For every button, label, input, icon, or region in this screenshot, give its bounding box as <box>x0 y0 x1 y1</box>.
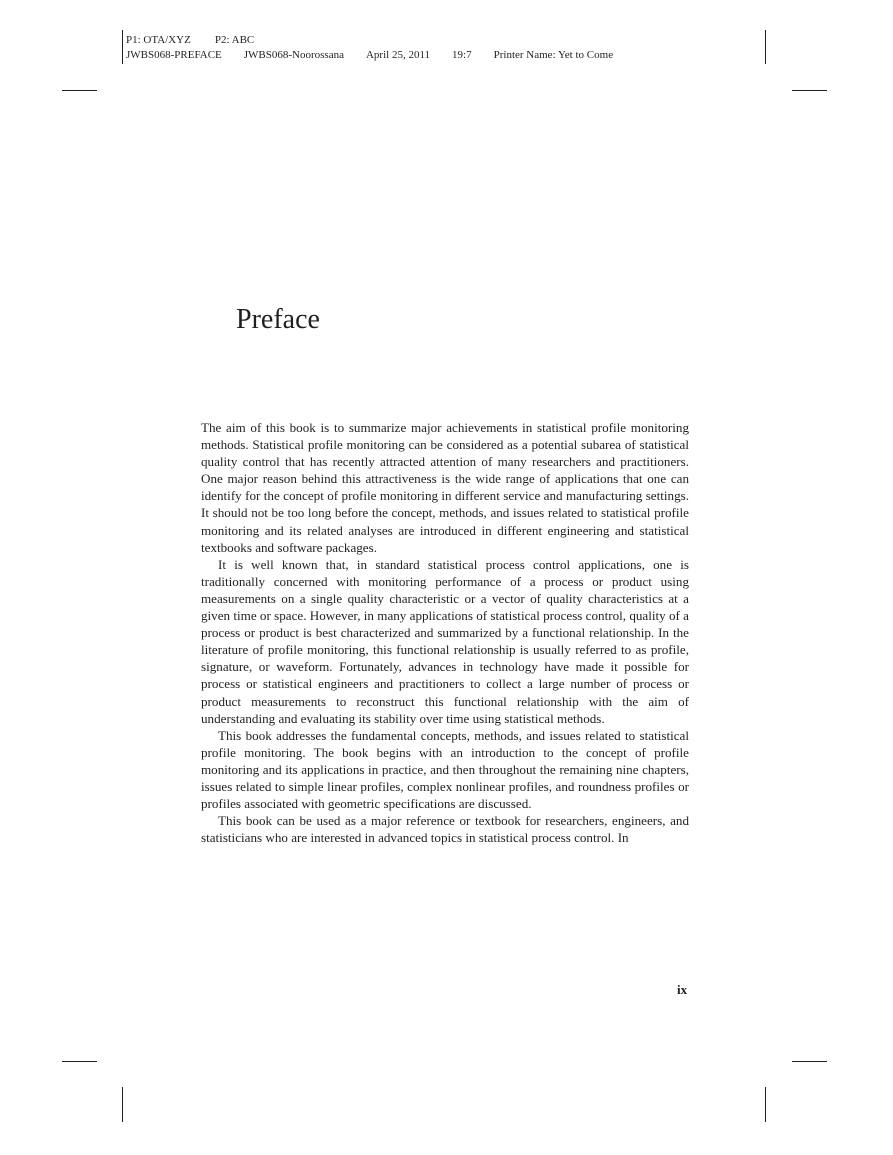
page-number: ix <box>677 982 688 997</box>
header-author-id: JWBS068-Noorossana <box>243 49 344 61</box>
printer-header-line-2 <box>126 49 613 62</box>
crop-mark-top-left-horizontal <box>62 90 97 91</box>
header-file-id: JWBS068-PREFACE <box>126 49 222 61</box>
paragraph: It is well known that, in standard statistical process control applications, one is traditionally concerned with monitoring performance of a process or product using measurements on a single quality characteristic or a vector of quality characteristics at a given time or space. However, in many applications of statistical process control, quality of a process or product is best characterized and summarized by a functional relationship. In the literature of profile monitoring, this functional relationship is usually referred to as profile, signature, or waveform. Fortunately, advances in technology have made it possible for process or statistical engineers and practitioners to collect a large number of process or product measurements to reconstruct this functional relationship with the aim of understanding and evaluating its stability over time using statistical methods. <box>201 556 689 726</box>
crop-mark-bottom-right-horizontal <box>792 1061 827 1062</box>
crop-mark-top-left <box>122 30 123 64</box>
header-p2: P2: ABC <box>214 34 255 46</box>
paragraph: This book addresses the fundamental concepts, methods, and issues related to statistical profile monitoring. The book begins with an introduction to the concept of profile monitoring and its applications in practice, and then throughout the remaining nine chapters, issues related to simple linear profiles, complex nonlinear profiles, and roundness profiles or profiles associated with geometric specifications are discussed. <box>201 727 689 812</box>
paragraph: This book can be used as a major reference or textbook for researchers, engineers, and statisticians who are interested in advanced topics in statistical process control. In <box>201 813 689 846</box>
printer-header-line-1 <box>126 34 254 47</box>
crop-mark-bottom-left-horizontal <box>62 1061 97 1062</box>
crop-mark-top-right-horizontal <box>792 90 827 91</box>
crop-mark-top-right <box>765 30 766 64</box>
body-text <box>201 419 689 846</box>
chapter-title: Preface <box>236 304 320 335</box>
header-date: April 25, 2011 <box>365 49 431 61</box>
header-p1: P1: OTA/XYZ <box>126 34 191 46</box>
header-printer-name: Printer Name: Yet to Come <box>493 49 614 61</box>
crop-mark-bottom-right <box>765 1087 766 1122</box>
paragraph: The aim of this book is to summarize major achievements in statistical profile monitoring methods. Statistical profile monitoring can be considered as a potential subarea of statistical quality control that has recently attracted attention of many researchers and practitioners. One major reason behind this attractiveness is the wide range of applications that one can identify for the concept of profile monitoring in different service and manufacturing settings. It should not be too long before the concept, methods, and issues related to statistical profile monitoring and its related analyses are introduced in different engineering and statistical textbooks and software packages. <box>201 420 689 555</box>
crop-mark-bottom-left <box>122 1087 123 1122</box>
header-time: 19:7 <box>452 49 472 61</box>
